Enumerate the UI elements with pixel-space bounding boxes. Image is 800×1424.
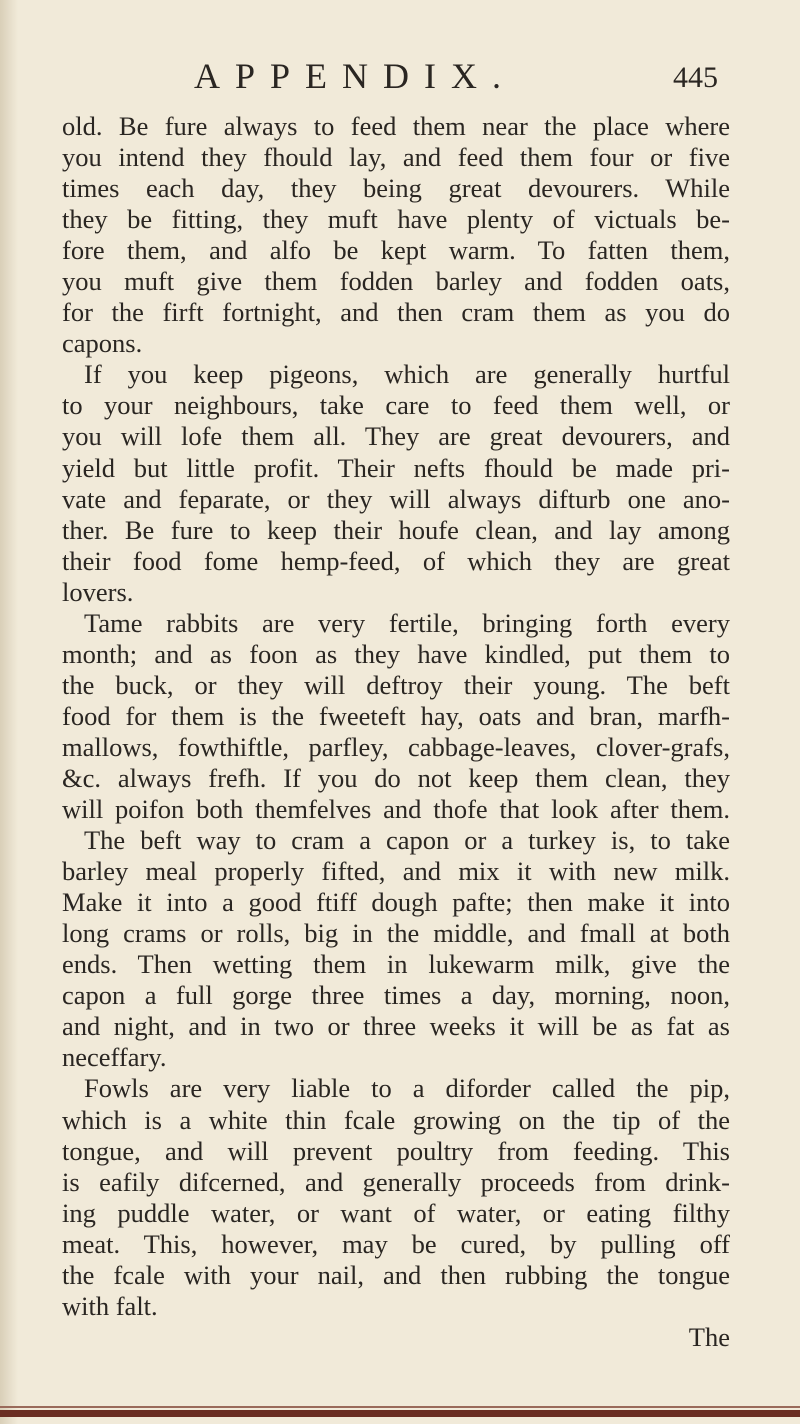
- bottom-rule: [0, 1410, 800, 1417]
- text-line: you intend they fhould lay, and feed them four or five: [62, 142, 730, 173]
- running-head: APPENDIX.: [194, 56, 517, 96]
- text-line: is eafily difcerned, and generally proceeds from drink-: [62, 1166, 730, 1197]
- text-line: The: [688, 1321, 730, 1352]
- text-line: their food fome hemp-feed, of which they are great: [62, 545, 730, 576]
- text-line: neceffary.: [62, 1042, 167, 1073]
- text-line: you will lofe them all. They are great devourers, and: [62, 421, 730, 452]
- binding-shadow: [0, 0, 18, 1424]
- text-line: If you keep pigeons, which are generally hurtful: [84, 359, 730, 390]
- text-line: you muft give them fodden barley and fodden oats,: [62, 266, 730, 297]
- page-header: [0, 54, 800, 98]
- text-line: they be fitting, they muft have plenty of victuals be-: [62, 204, 730, 235]
- text-line: the fcale with your nail, and then rubbing the tongue: [62, 1259, 730, 1290]
- text-line: food for them is the fweeteft hay, oats and bran, marfh-: [62, 700, 730, 731]
- text-line: The beft way to cram a capon or a turkey is, to take: [84, 825, 730, 856]
- text-line: vate and feparate, or they will always difturb one ano-: [62, 483, 730, 514]
- text-line: tongue, and will prevent poultry from feeding. This: [62, 1135, 730, 1166]
- text-line: the buck, or they will deftroy their young. The beft: [62, 669, 730, 700]
- bottom-rule-thin: [0, 1406, 800, 1408]
- text-line: long crams or rolls, big in the middle, and fmall at both: [62, 918, 730, 949]
- text-line: mallows, fowthiftle, parfley, cabbage-leaves, clover-grafs,: [62, 731, 730, 762]
- text-line: times each day, they being great devourers. While: [62, 173, 730, 204]
- page-number: 445: [673, 61, 718, 94]
- text-line: will poifon both themfelves and thofe that look after them.: [62, 794, 730, 825]
- text-line: old. Be fure always to feed them near the place where: [62, 111, 730, 141]
- body-text: [62, 111, 730, 1353]
- text-line: ther. Be fure to keep their houfe clean, and lay among: [62, 514, 730, 545]
- text-line: lovers.: [62, 576, 134, 607]
- text-line: fore them, and alfo be kept warm. To fatten them,: [62, 235, 730, 266]
- text-line: with falt.: [62, 1290, 158, 1321]
- text-line: capons.: [62, 328, 143, 359]
- text-line: ing puddle water, or want of water, or eating filthy: [62, 1197, 730, 1228]
- text-line: barley meal properly fifted, and mix it with new milk.: [62, 856, 730, 887]
- text-line: Tame rabbits are very fertile, bringing forth every: [84, 607, 730, 638]
- text-line: capon a full gorge three times a day, morning, noon,: [62, 980, 730, 1011]
- text-line: meat. This, however, may be cured, by pulling off: [62, 1228, 730, 1259]
- text-line: and night, and in two or three weeks it will be as fat as: [62, 1011, 730, 1042]
- text-line: month; and as foon as they have kindled, put them to: [62, 638, 730, 669]
- text-line: yield but little profit. Their nefts fhould be made pri-: [62, 452, 730, 483]
- text-line: which is a white thin fcale growing on the tip of the: [62, 1104, 730, 1135]
- text-line: for the firft fortnight, and then cram them as you do: [62, 297, 730, 328]
- text-line: &c. always frefh. If you do not keep them clean, they: [62, 762, 730, 793]
- text-line: Make it into a good ftiff dough pafte; then make it into: [62, 887, 730, 918]
- text-line: to your neighbours, take care to feed them well, or: [62, 390, 730, 421]
- text-line: ends. Then wetting them in lukewarm milk, give the: [62, 949, 730, 980]
- text-line: Fowls are very liable to a diforder called the pip,: [84, 1073, 730, 1104]
